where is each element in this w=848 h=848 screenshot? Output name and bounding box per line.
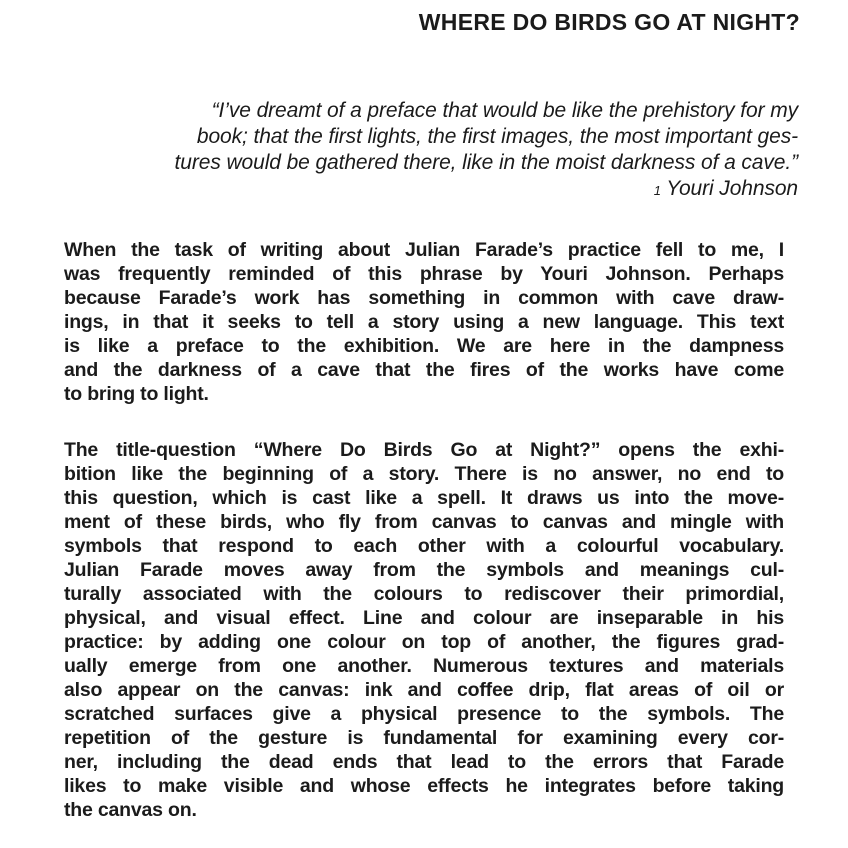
paragraph-1 [64, 238, 784, 406]
text-line: Julian Farade moves away from the symbols and meanings cul- [64, 559, 784, 581]
text-line: bition like the beginning of a story. There is no answer, no end to [64, 463, 784, 485]
text-line: is like a preface to the exhibition. We are here in the dampness [64, 335, 784, 357]
text-line: because Farade’s work has something in common with cave draw- [64, 287, 784, 309]
attribution-name: Youri Johnson [666, 177, 798, 200]
text-line: “I’ve dreamt of a preface that would be like the prehistory for my [211, 99, 798, 122]
text-line: scratched surfaces give a physical presence to the symbols. The [64, 703, 784, 725]
text-line: When the task of writing about Julian Farade’s practice fell to me, I [64, 239, 784, 261]
epigraph-quote [64, 98, 798, 204]
text-line: The title-question “Where Do Birds Go at Night?” opens the exhi- [64, 439, 784, 461]
page-title: WHERE DO BIRDS GO AT NIGHT? [418, 9, 800, 35]
text-line: likes to make visible and whose effects he integrates before taking [64, 775, 784, 797]
text-line: the canvas on. [64, 799, 197, 821]
text-line: ment of these birds, who fly from canvas to canvas and mingle with [64, 511, 784, 533]
text-line: book; that the first lights, the first images, the most important ges- [196, 125, 798, 148]
text-line: ner, including the dead ends that lead to the errors that Farade [64, 751, 784, 773]
paragraph-2 [64, 438, 784, 822]
text-line: this question, which is cast like a spell. It draws us into the move- [64, 487, 784, 509]
quote-attribution [64, 176, 798, 204]
text-line: symbols that respond to each other with a colourful vocabulary. [64, 535, 784, 557]
text-line: and the darkness of a cave that the fires of the works have come [64, 359, 784, 381]
footnote-marker: 1 [653, 183, 661, 198]
text-line: was frequently reminded of this phrase by Youri Johnson. Perhaps [64, 263, 784, 285]
quote-lines [64, 98, 798, 176]
text-line: repetition of the gesture is fundamental for examining every cor- [64, 727, 784, 749]
text-line: also appear on the canvas: ink and coffee drip, flat areas of oil or [64, 679, 784, 701]
text-line: to bring to light. [64, 383, 209, 405]
text-line: turally associated with the colours to rediscover their primordial, [64, 583, 784, 605]
text-line: tures would be gathered there, like in the moist darkness of a cave.” [174, 151, 798, 174]
text-line: physical, and visual effect. Line and colour are inseparable in his [64, 607, 784, 629]
body-text [64, 238, 784, 822]
text-line: ings, in that it seeks to tell a story using a new language. This text [64, 311, 784, 333]
text-line: practice: by adding one colour on top of another, the figures grad- [64, 631, 784, 653]
text-line: ually emerge from one another. Numerous textures and materials [64, 655, 784, 677]
